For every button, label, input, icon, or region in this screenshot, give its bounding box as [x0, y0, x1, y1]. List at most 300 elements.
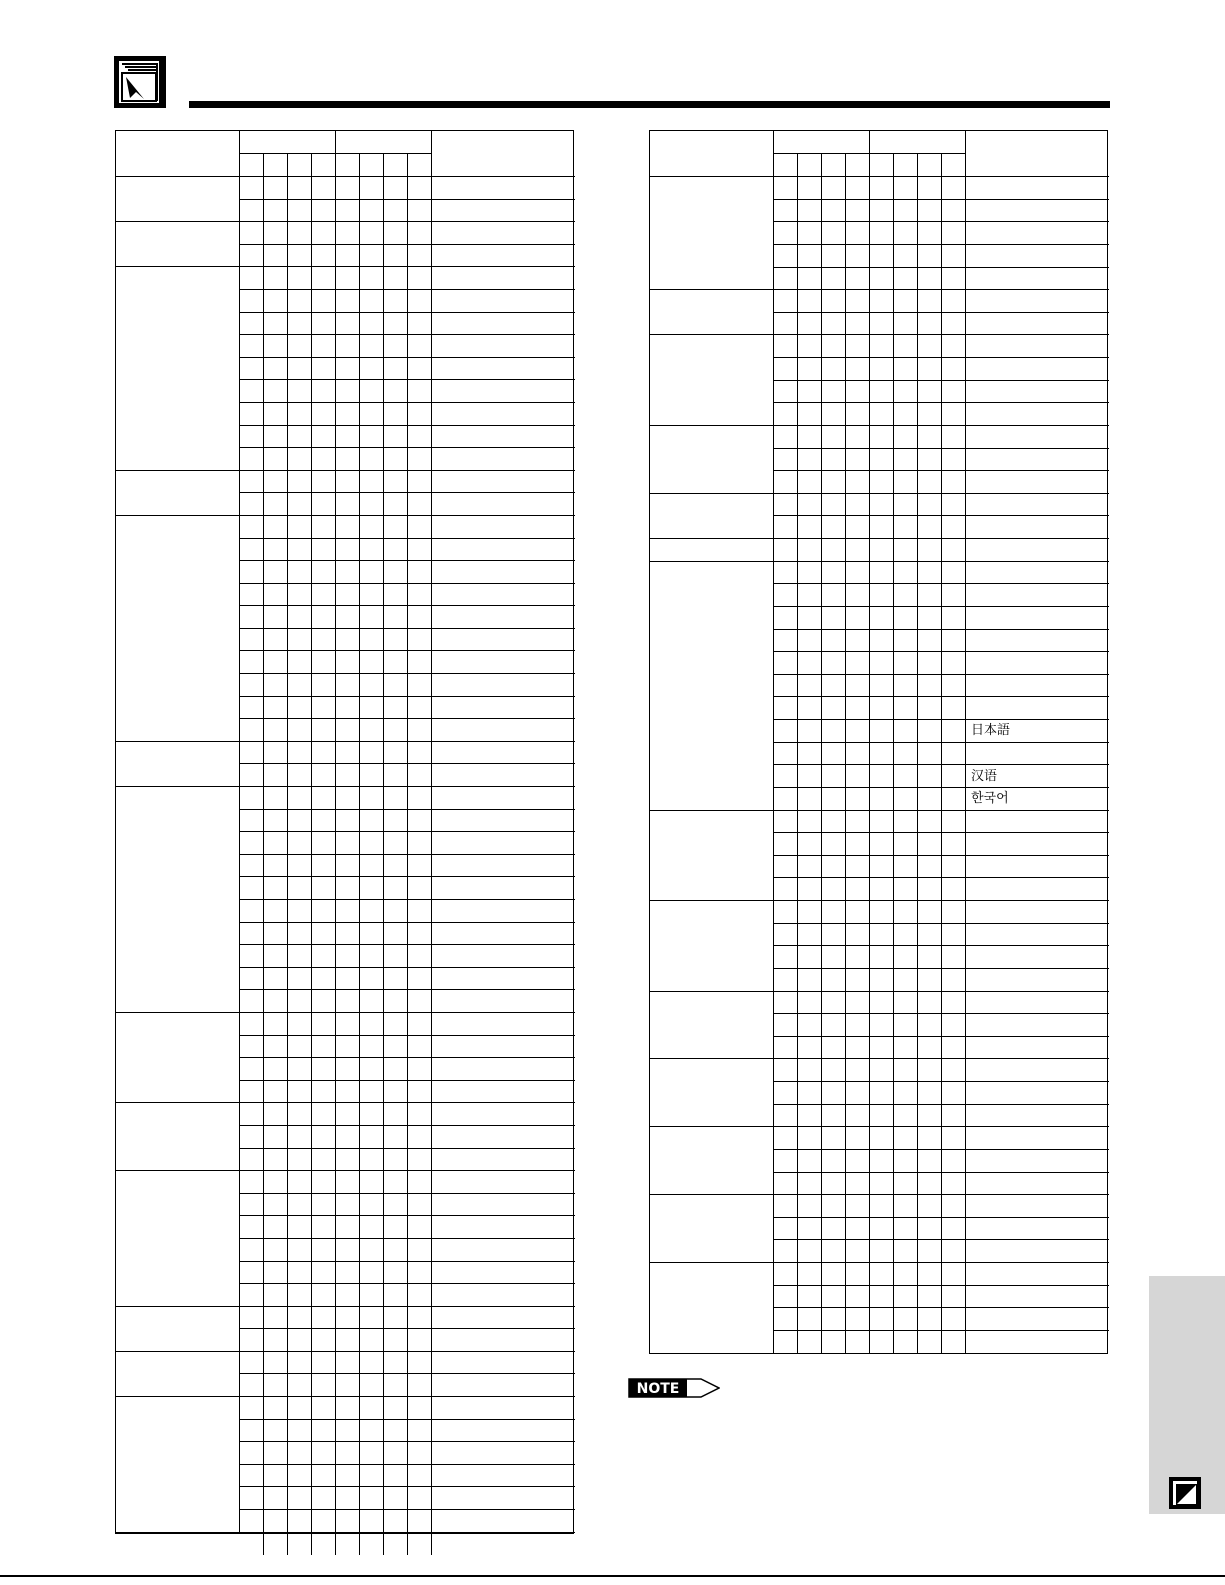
table-cell [798, 449, 822, 472]
value-cell [432, 945, 575, 968]
table-cell [240, 697, 264, 720]
value-cell [432, 222, 575, 245]
table-cell [288, 855, 312, 878]
table-cell [870, 222, 894, 245]
table-cell [870, 1173, 894, 1196]
table-cell [288, 945, 312, 968]
table-cell [408, 1194, 432, 1217]
table-cell [846, 222, 870, 245]
table-cell [846, 471, 870, 494]
table-cell [942, 562, 966, 585]
table-cell [822, 607, 846, 630]
table-cell [894, 1286, 918, 1309]
table-cell [240, 267, 264, 290]
note-label: NOTE [636, 1381, 680, 1397]
table-cell [288, 1081, 312, 1104]
table-cell [846, 743, 870, 766]
group-cell [116, 1171, 240, 1307]
table-cell [942, 1331, 966, 1354]
table-cell [846, 1105, 870, 1128]
table-cell [822, 1059, 846, 1082]
table-cell [870, 1308, 894, 1331]
value-cell [966, 516, 1109, 539]
table-cell [774, 652, 798, 675]
table-cell [336, 810, 360, 833]
table-cell [288, 584, 312, 607]
table-cell [240, 1149, 264, 1172]
table-cell [798, 1127, 822, 1150]
value-cell [432, 471, 575, 494]
table-cell [870, 946, 894, 969]
table-cell [798, 743, 822, 766]
table-cell [288, 561, 312, 584]
group-cell [116, 222, 240, 267]
table-cell [918, 222, 942, 245]
table-cell [942, 1059, 966, 1082]
table-cell [312, 1420, 336, 1443]
table-cell [240, 1284, 264, 1307]
table-cell [384, 1487, 408, 1510]
table-cell [288, 1487, 312, 1510]
table-cell [360, 629, 384, 652]
table-cell [408, 832, 432, 855]
value-cell [432, 177, 575, 200]
table-cell [942, 381, 966, 404]
table-cell [360, 1171, 384, 1194]
table-cell [288, 1329, 312, 1352]
header-rule [189, 101, 1110, 108]
table-cell [894, 290, 918, 313]
table-cell [798, 177, 822, 200]
table-cell [408, 1262, 432, 1285]
table-cell [240, 742, 264, 765]
header-subcell [384, 154, 408, 177]
table-cell [918, 946, 942, 969]
table-cell [774, 630, 798, 653]
table-cell [408, 990, 432, 1013]
value-cell [966, 381, 1109, 404]
appendix-icon [1168, 1476, 1202, 1510]
table-cell [798, 1218, 822, 1241]
table-cell [336, 1036, 360, 1059]
table-cell [264, 697, 288, 720]
table-cell [942, 313, 966, 336]
table-cell [918, 856, 942, 879]
value-cell [432, 990, 575, 1013]
table-cell [774, 584, 798, 607]
table-cell [408, 245, 432, 268]
table-cell [846, 1286, 870, 1309]
table-cell [336, 222, 360, 245]
table-cell [264, 968, 288, 991]
table-cell [918, 1150, 942, 1173]
table-cell [408, 403, 432, 426]
table-cell [360, 1442, 384, 1465]
value-cell [966, 946, 1109, 969]
table-cell [336, 877, 360, 900]
value-cell [966, 1286, 1109, 1309]
table-cell [798, 381, 822, 404]
table-cell [798, 1173, 822, 1196]
table-cell [870, 743, 894, 766]
table-cell [288, 787, 312, 810]
table-cell [846, 449, 870, 472]
value-cell [432, 742, 575, 765]
table-cell [336, 426, 360, 449]
table-cell [360, 810, 384, 833]
table-cell [360, 968, 384, 991]
table-cell [240, 448, 264, 471]
table-cell [774, 675, 798, 698]
table-cell [264, 1058, 288, 1081]
table-cell [360, 1194, 384, 1217]
table-cell [774, 358, 798, 381]
value-cell [432, 1194, 575, 1217]
table-cell [894, 720, 918, 743]
table-cell [870, 856, 894, 879]
table-cell [822, 1105, 846, 1128]
table-cell [408, 1239, 432, 1262]
table-cell [942, 222, 966, 245]
group-cell [650, 811, 774, 902]
table-cell [240, 403, 264, 426]
table-cell [918, 313, 942, 336]
value-cell [966, 630, 1109, 653]
table-cell [870, 1286, 894, 1309]
table-cell [312, 968, 336, 991]
header-subcell [894, 154, 918, 177]
table-cell [312, 1284, 336, 1307]
table-cell [822, 878, 846, 901]
table-cell [336, 697, 360, 720]
group-cell [116, 1352, 240, 1397]
table-cell [798, 833, 822, 856]
table-cell [264, 787, 288, 810]
table-cell [288, 1442, 312, 1465]
header-cell [650, 131, 774, 177]
table-cell [264, 1103, 288, 1126]
table-cell [822, 720, 846, 743]
table-cell [288, 403, 312, 426]
table-cell [336, 313, 360, 336]
value-cell [432, 764, 575, 787]
table-cell [942, 539, 966, 562]
table-cell [822, 403, 846, 426]
header-cell [870, 131, 966, 154]
table-cell [360, 1352, 384, 1375]
value-cell [966, 290, 1109, 313]
table-cell [942, 584, 966, 607]
value-cell [432, 493, 575, 516]
table-cell [360, 539, 384, 562]
table-cell [384, 990, 408, 1013]
table-cell [408, 674, 432, 697]
table-cell [264, 810, 288, 833]
table-cell [384, 855, 408, 878]
table-cell [942, 720, 966, 743]
table-cell [918, 969, 942, 992]
table-cell [312, 1487, 336, 1510]
table-cell [336, 1465, 360, 1488]
table-cell [408, 606, 432, 629]
value-cell [966, 924, 1109, 947]
table-cell [894, 743, 918, 766]
table-cell [942, 1173, 966, 1196]
table-cell [822, 901, 846, 924]
table-cell [336, 380, 360, 403]
table-cell [288, 1216, 312, 1239]
table-cell [942, 358, 966, 381]
table-cell [822, 765, 846, 788]
table-cell [798, 200, 822, 223]
value-cell [966, 811, 1109, 834]
table-cell [360, 651, 384, 674]
table-cell [240, 877, 264, 900]
value-cell [966, 652, 1109, 675]
value-cell [432, 561, 575, 584]
table-cell [798, 426, 822, 449]
table-cell [312, 245, 336, 268]
table-cell [312, 742, 336, 765]
table-cell [384, 1036, 408, 1059]
table-cell [336, 764, 360, 787]
value-cell [966, 1173, 1109, 1196]
table-cell [408, 1307, 432, 1330]
table-cell [360, 923, 384, 946]
table-cell [240, 1329, 264, 1352]
table-cell [336, 1239, 360, 1262]
table-cell [384, 1149, 408, 1172]
value-cell [966, 335, 1109, 358]
table-cell [240, 855, 264, 878]
value-cell [432, 1307, 575, 1330]
table-cell [870, 811, 894, 834]
value-cell [966, 833, 1109, 856]
table-cell [408, 448, 432, 471]
value-cell [966, 1037, 1109, 1060]
table-cell [846, 268, 870, 291]
table-cell [240, 561, 264, 584]
table-cell [822, 471, 846, 494]
table-cell [942, 992, 966, 1015]
table-cell [894, 1218, 918, 1241]
table-cell [240, 1058, 264, 1081]
table-cell [894, 268, 918, 291]
table-cell [240, 764, 264, 787]
table-cell [360, 1510, 384, 1533]
table-cell [894, 200, 918, 223]
value-cell [432, 697, 575, 720]
table-cell [360, 177, 384, 200]
value-cell [966, 584, 1109, 607]
table-cell [288, 1013, 312, 1036]
table-cell [870, 449, 894, 472]
table-cell [384, 245, 408, 268]
table-cell [942, 1195, 966, 1218]
table-cell [264, 448, 288, 471]
table-cell [240, 968, 264, 991]
table-cell [240, 200, 264, 223]
table-cell [870, 924, 894, 947]
table-cell [942, 494, 966, 517]
table-cell [774, 177, 798, 200]
table-cell [918, 1037, 942, 1060]
group-cell [650, 290, 774, 335]
table-cell [822, 1263, 846, 1286]
table-cell [918, 200, 942, 223]
table-cell [774, 245, 798, 268]
table-cell [336, 1262, 360, 1285]
table-cell [822, 200, 846, 223]
table-cell [312, 380, 336, 403]
table-cell [798, 1240, 822, 1263]
table-cell [264, 1465, 288, 1488]
table-cell [336, 1442, 360, 1465]
table-cell [336, 1013, 360, 1036]
table-cell [288, 471, 312, 494]
table-cell [918, 1308, 942, 1331]
table-cell [822, 697, 846, 720]
table-cell [894, 924, 918, 947]
table-cell [774, 946, 798, 969]
table-cell [870, 969, 894, 992]
table-cell [774, 811, 798, 834]
table-cell [336, 539, 360, 562]
table-cell [240, 1533, 264, 1556]
table-cell [264, 200, 288, 223]
table-cell [942, 449, 966, 472]
table-cell [942, 516, 966, 539]
table-cell [312, 493, 336, 516]
table-cell [822, 335, 846, 358]
table-cell [360, 764, 384, 787]
table-cell [774, 992, 798, 1015]
table-cell [264, 945, 288, 968]
header-subcell [408, 154, 432, 177]
table-cell [918, 516, 942, 539]
value-cell [966, 1014, 1109, 1037]
table-cell [894, 449, 918, 472]
table-cell [336, 1081, 360, 1104]
value-cell [432, 1420, 575, 1443]
table-cell [894, 675, 918, 698]
table-cell [894, 1014, 918, 1037]
table-cell [870, 200, 894, 223]
group-cell [650, 1127, 774, 1195]
table-cell [918, 1263, 942, 1286]
table-cell [240, 1194, 264, 1217]
table-cell [942, 1105, 966, 1128]
table-cell [384, 290, 408, 313]
table-cell [942, 335, 966, 358]
table-cell [942, 200, 966, 223]
table-cell [918, 675, 942, 698]
table-cell [822, 743, 846, 766]
table-cell [408, 1013, 432, 1036]
value-cell [432, 900, 575, 923]
table-cell [312, 945, 336, 968]
table-cell [942, 833, 966, 856]
table-cell [870, 1037, 894, 1060]
table-cell [360, 493, 384, 516]
table-cell [846, 1059, 870, 1082]
table-cell [336, 493, 360, 516]
table-cell [894, 494, 918, 517]
table-cell [870, 1263, 894, 1286]
table-cell [798, 584, 822, 607]
table-cell [240, 719, 264, 742]
table-cell [774, 765, 798, 788]
table-cell [918, 1195, 942, 1218]
table-cell [264, 471, 288, 494]
value-cell [966, 1240, 1109, 1263]
table-cell [288, 1149, 312, 1172]
header-subcell [774, 154, 798, 177]
table-cell [894, 969, 918, 992]
table-cell [336, 1329, 360, 1352]
table-cell [240, 380, 264, 403]
table-cell [288, 1307, 312, 1330]
table-cell [942, 1286, 966, 1309]
header-subcell [288, 154, 312, 177]
value-cell [432, 719, 575, 742]
table-cell [408, 1126, 432, 1149]
table-cell [264, 719, 288, 742]
table-cell [384, 471, 408, 494]
table-cell [846, 584, 870, 607]
table-cell [336, 1533, 360, 1556]
table-cell [288, 313, 312, 336]
table-cell [870, 313, 894, 336]
table-cell [384, 200, 408, 223]
table-cell [384, 1510, 408, 1533]
value-cell [432, 629, 575, 652]
table-cell [336, 267, 360, 290]
table-cell [870, 335, 894, 358]
table-cell [384, 1103, 408, 1126]
table-cell [264, 1397, 288, 1420]
table-cell [918, 335, 942, 358]
value-cell [966, 1127, 1109, 1150]
table-cell [408, 1397, 432, 1420]
table-cell [870, 177, 894, 200]
table-cell [846, 358, 870, 381]
table-cell [264, 403, 288, 426]
table-cell [312, 855, 336, 878]
table-cell [384, 900, 408, 923]
table-cell [360, 945, 384, 968]
table-cell [384, 1058, 408, 1081]
table-cell [360, 719, 384, 742]
table-cell [942, 268, 966, 291]
table-cell [336, 1510, 360, 1533]
table-cell [384, 1533, 408, 1556]
table-cell [336, 290, 360, 313]
table-cell [942, 1150, 966, 1173]
table-cell [822, 1082, 846, 1105]
table-cell [384, 380, 408, 403]
group-cell [650, 177, 774, 290]
table-cell [240, 674, 264, 697]
table-cell [408, 1058, 432, 1081]
table-cell [846, 1263, 870, 1286]
value-cell [432, 245, 575, 268]
table-cell [942, 743, 966, 766]
table-cell [408, 561, 432, 584]
table-cell [846, 878, 870, 901]
table-cell [288, 1465, 312, 1488]
table-cell [336, 742, 360, 765]
